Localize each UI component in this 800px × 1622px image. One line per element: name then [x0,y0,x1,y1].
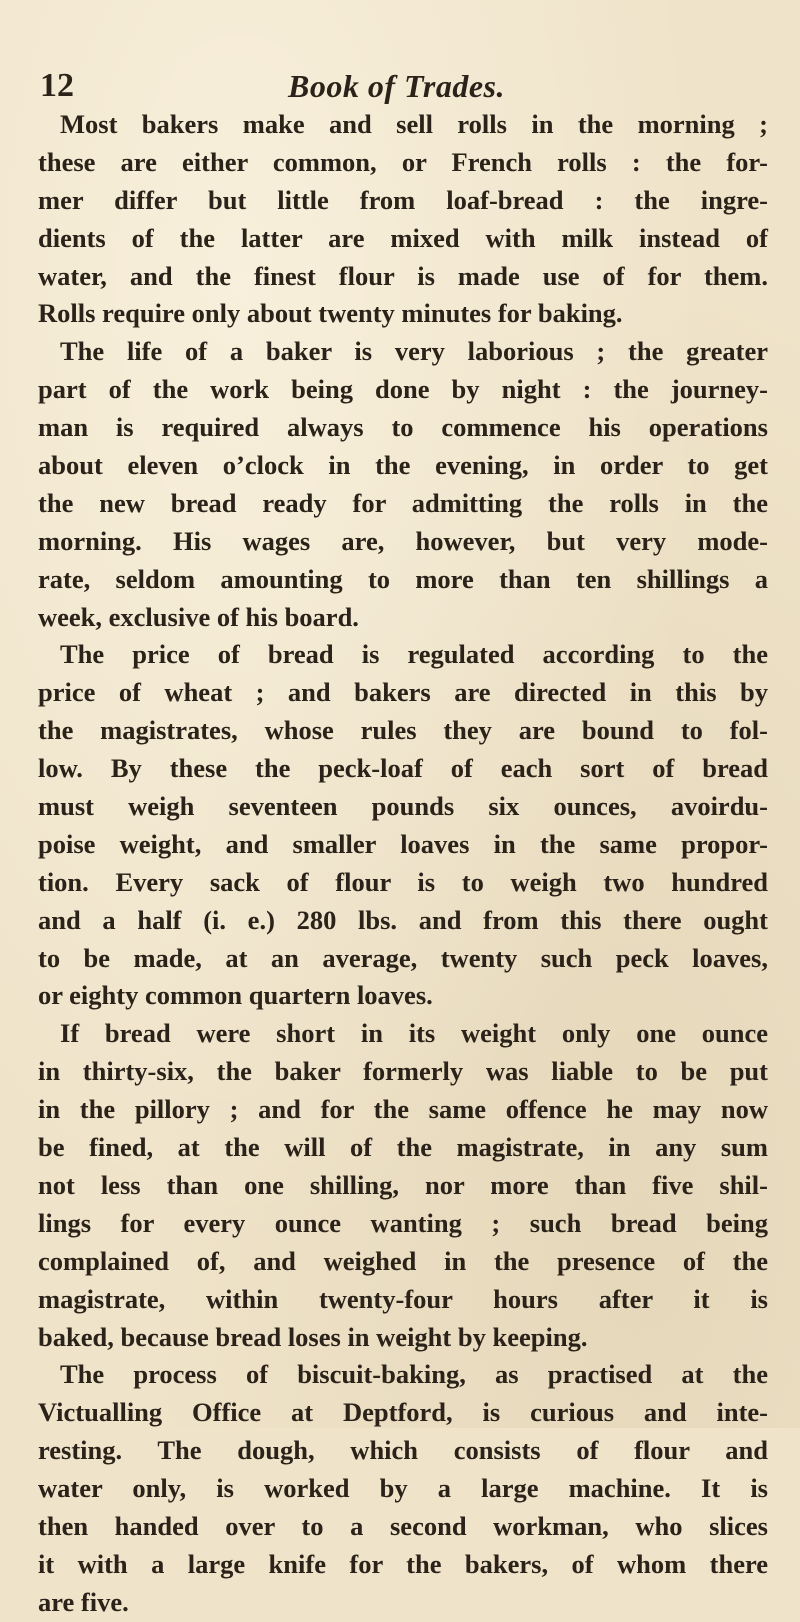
text-line: water only, is worked by a large machine. It is [38,1473,768,1504]
text-line: to be made, at an average, twenty such peck loaves, [38,942,768,973]
text-line: morning. His wages are, however, but very mode- [38,525,768,556]
text-line: The price of bread is regulated according to the [60,639,768,670]
text-line: lings for every ounce wanting ; such bread being [38,1207,768,1238]
text-line: these are either common, or French rolls : the for- [38,146,768,177]
text-line: Rolls require only about twenty minutes for baking. [38,298,623,329]
text-line: it with a large knife for the bakers, of whom there [38,1548,768,1579]
text-line: Most bakers make and sell rolls in the morning ; [60,109,768,139]
paragraph [38,636,768,1015]
body-text [38,106,768,1622]
text-line: in thirty-six, the baker formerly was liable to be put [38,1056,768,1087]
paragraph [38,1356,768,1621]
text-line: the new bread ready for admitting the rolls in the [38,487,768,518]
page-header [40,66,760,106]
paragraph [38,1015,768,1356]
text-line: in the pillory ; and for the same offence he may now [38,1094,768,1125]
text-line: about eleven o’clock in the evening, in order to get [38,450,768,481]
text-line: The process of biscuit-baking, as practised at the [60,1359,768,1390]
text-line: Victualling Office at Deptford, is curious and inte- [38,1397,768,1428]
text-line: tion. Every sack of flour is to weigh two hundred [38,866,768,897]
text-line: mer differ but little from loaf-bread : the ingre- [38,184,768,215]
text-line: resting. The dough, which consists of flour and [38,1435,768,1466]
text-line: not less than one shilling, nor more than five shil- [38,1169,768,1200]
text-line: or eighty common quartern loaves. [38,980,433,1011]
paragraph [38,106,768,333]
text-line: then handed over to a second workman, who slices [38,1510,768,1541]
text-line: are five. [38,1586,129,1617]
text-line: If bread were short in its weight only one ounce [60,1018,768,1049]
text-line: man is required always to commence his operations [38,412,768,443]
text-line: price of wheat ; and bakers are directed in this by [38,677,768,708]
text-line: water, and the finest flour is made use of for them. [38,260,768,291]
text-line: week, exclusive of his board. [38,601,359,632]
text-line: the magistrates, whose rules they are bound to fol- [38,715,768,746]
text-line: low. By these the peck-loaf of each sort of bread [38,753,768,784]
text-line: and a half (i. e.) 280 lbs. and from this there ought [38,904,768,935]
text-line: poise weight, and smaller loaves in the same propor- [38,828,768,859]
page-number: 12 [40,67,74,104]
text-line: magistrate, within twenty-four hours after it is [38,1283,768,1314]
text-line: part of the work being done by night : the journey- [38,374,768,405]
text-line: baked, because bread loses in weight by keeping. [38,1321,588,1352]
text-line: must weigh seventeen pounds six ounces, avoirdu- [38,791,768,822]
running-head: Book of Trades. [288,68,505,104]
text-line: The life of a baker is very laborious ; the greater [60,336,768,367]
text-line: dients of the latter are mixed with milk instead of [38,222,768,253]
text-line: rate, seldom amounting to more than ten shillings a [38,563,768,594]
paragraph [38,333,768,636]
text-line: be fined, at the will of the magistrate, in any sum [38,1132,768,1163]
text-line: complained of, and weighed in the presence of the [38,1245,768,1276]
